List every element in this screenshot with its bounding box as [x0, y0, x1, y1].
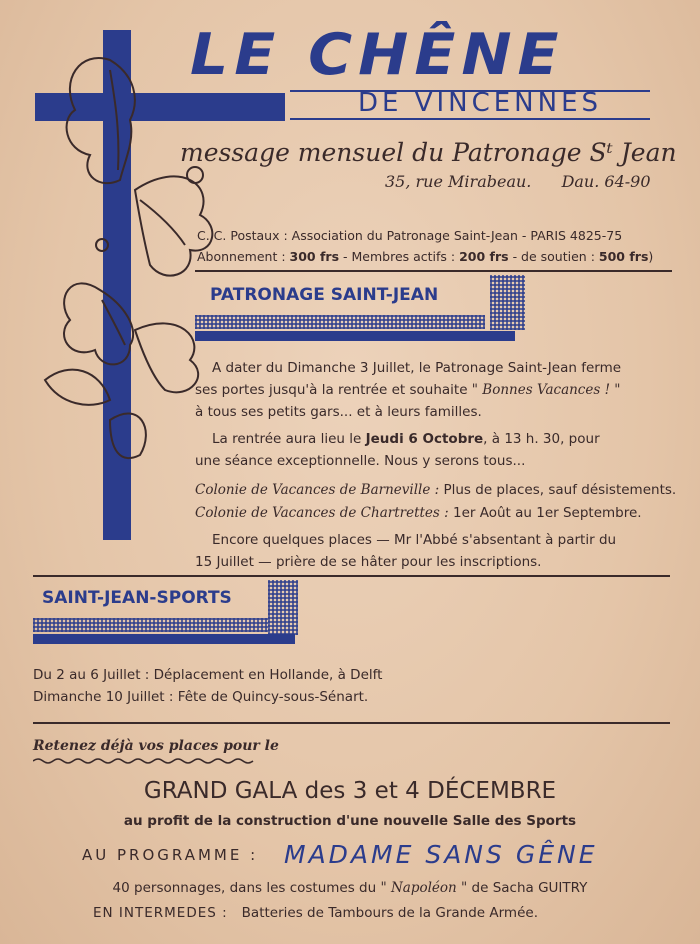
colonie-chartrettes-text: 1er Août au 1er Septembre. [448, 505, 642, 521]
retenez-line: Retenez déjà vos places pour le [33, 738, 279, 754]
section-heading-patronage: PATRONAGE SAINT-JEAN [210, 285, 439, 305]
masthead-subtitle: DE VINCENNES [357, 88, 603, 118]
p2-line1-c: , à 13 h. 30, pour [483, 431, 600, 447]
tagline: message mensuel du Patronage Sᵗ Jean [180, 138, 677, 167]
p3-line2: 15 Juillet — prière de se hâter pour les inscriptions. [195, 554, 542, 570]
program-title: MADAME SANS GÊNE [284, 840, 598, 869]
colonie-barneville-text: Plus de places, sauf désistements. [439, 482, 677, 498]
p1-line2-text: ses portes jusqu'à la rentrée et souhaite [195, 382, 472, 398]
p2-line1-a: La rentrée aura lieu le [212, 431, 366, 447]
price-subscription: 300 frs [289, 249, 340, 264]
program-label: AU PROGRAMME : [82, 846, 259, 864]
grand-gala: GRAND GALA [143, 778, 298, 804]
solid-band-patronage [195, 331, 515, 341]
phone-number: Dau. 64-90 [561, 172, 651, 191]
sports-line2: Dimanche 10 Juillet : Fête de Quincy-sous-Sénart. [33, 689, 369, 705]
rentree-date: Jeudi 6 Octobre [365, 431, 484, 447]
close-paren: ) [648, 249, 654, 264]
members-label: - Membres actifs : [339, 249, 460, 264]
gala-profit: au profit de la construction d'une nouvelle Salle des Sports [123, 813, 577, 829]
p2-line1 [212, 431, 600, 447]
gala-title [0, 778, 700, 804]
subscription-label: Abonnement : [197, 249, 290, 264]
napoleon-title: " Napoléon " [380, 880, 468, 896]
cast-line [0, 880, 700, 896]
p2-line2: une séance exceptionnelle. Nous y serons tous... [195, 453, 526, 469]
colonie-chartrettes-label: Colonie de Vacances de Chartrettes : [195, 505, 449, 521]
p1-line3: à tous ses petits gars... et à leurs familles. [195, 404, 482, 420]
p3-line1: Encore quelques places — Mr l'Abbé s'absentant à partir du [212, 532, 617, 548]
oak-leaf-ornament [40, 40, 240, 510]
bonnes-vacances: " Bonnes Vacances ! " [471, 382, 621, 398]
hatch-corner-patronage [490, 275, 525, 330]
gala-et: et [367, 778, 406, 804]
hatch-corner-sports [268, 580, 298, 635]
p1-line2 [195, 382, 621, 398]
postal-account-line: C. C. Postaux : Association du Patronage Saint-Jean - PARIS 4825-75 [197, 228, 623, 243]
colonie-barneville [195, 482, 676, 498]
address-line [385, 172, 685, 191]
intermedes-label: EN INTERMEDES : [93, 905, 228, 921]
price-members: 200 frs [459, 249, 509, 264]
intermedes-text: Batteries de Tambours de la Grande Armée. [241, 905, 538, 921]
hatch-band-sports [33, 618, 268, 632]
colonie-chartrettes [195, 505, 642, 521]
solid-band-sports [33, 634, 295, 644]
rule-top [195, 270, 672, 272]
hatch-band-patronage [195, 315, 485, 329]
p1-line1: A dater du Dimanche 3 Juillet, le Patronage Saint-Jean ferme [212, 360, 622, 376]
cast-text-a: 40 personnages, dans les costumes du [112, 880, 381, 896]
gala-day-3: 3 [352, 778, 368, 804]
rule-mid [33, 575, 670, 577]
colonie-barneville-label: Colonie de Vacances de Barneville : [195, 482, 440, 498]
support-label: - de soutien : [508, 249, 599, 264]
sports-line1: Du 2 au 6 Juillet : Déplacement en Hollande, à Delft [33, 667, 383, 683]
price-support: 500 frs [598, 249, 649, 264]
subscription-line [197, 249, 653, 264]
rule-bottom [33, 722, 670, 724]
cast-text-c: de Sacha GUITRY [467, 880, 588, 896]
section-heading-sports: SAINT-JEAN-SPORTS [42, 588, 232, 608]
street-address: 35, rue Mirabeau. [385, 172, 532, 191]
masthead-title: LE CHÊNE [190, 21, 565, 89]
gala-day-4: 4 DÉCEMBRE [405, 778, 557, 804]
gala-des: des [297, 778, 353, 804]
wavy-underline [33, 757, 258, 765]
intermedes-line [93, 905, 538, 921]
